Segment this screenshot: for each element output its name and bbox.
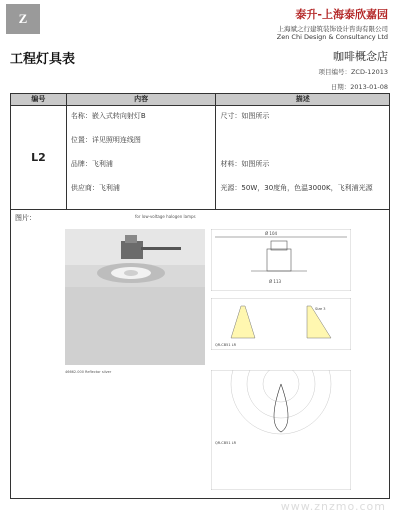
image-cell xyxy=(11,210,390,499)
dim-cutout-label: Ø 113 xyxy=(269,279,282,284)
table-row xyxy=(11,106,390,210)
photo-caption: 46662.000 Reflector silver xyxy=(65,370,112,374)
desc-size: 尺寸：如图所示 xyxy=(220,112,270,120)
model-label-a: QR-CB51 LR xyxy=(215,343,237,347)
product-photo xyxy=(65,229,205,365)
desc-material: 材料：如图所示 xyxy=(220,160,270,168)
company-name-cn: 上海斌之行建筑装饰设计咨询有限公司 xyxy=(277,25,388,33)
beam-diagram xyxy=(211,298,351,350)
spec-sheet-title: for low-voltage halogen lamps xyxy=(135,214,196,219)
content-location: 位置：详见照明连线图 xyxy=(70,136,141,144)
dim-top-label: Ø 104 xyxy=(265,231,278,236)
image-row xyxy=(11,210,390,499)
fixture-code: L2 xyxy=(11,106,67,210)
table-header-row xyxy=(11,94,390,106)
angle-label: Size 3 xyxy=(315,307,326,311)
project-number: 项目编号：ZCD-12013 xyxy=(318,68,388,76)
content-brand: 品牌：飞利浦 xyxy=(70,160,113,168)
document-date: 日期：2013-01-08 xyxy=(330,83,388,91)
fixture-table xyxy=(10,93,390,499)
image-label: 图片： xyxy=(15,214,36,222)
header-description: 描述 xyxy=(216,94,390,106)
company-logo: Z xyxy=(6,4,40,34)
dimension-drawing xyxy=(211,229,351,291)
header-code: 编号 xyxy=(11,94,67,106)
company-name-en: Zen Chi Design & Consultancy Ltd xyxy=(276,33,388,41)
project-header: 泰升-上海泰欣嘉园 xyxy=(295,8,388,21)
content-name: 名称：嵌入式转向射灯B xyxy=(70,112,146,120)
content-cell xyxy=(66,106,216,210)
model-label-b: QR-CB51 LR xyxy=(215,441,237,445)
desc-light-source: 光源：50W，30度角，色温3000K，飞利浦光源 xyxy=(220,184,373,192)
photometric-chart xyxy=(211,370,351,490)
description-cell xyxy=(216,106,390,210)
document-title: 工程灯具表 xyxy=(10,52,76,67)
content-supplier: 供应商：飞利浦 xyxy=(70,184,120,192)
header-content: 内容 xyxy=(66,94,216,106)
project-name: 咖啡概念店 xyxy=(333,50,388,63)
watermark: www.znzmo.com xyxy=(280,500,386,513)
